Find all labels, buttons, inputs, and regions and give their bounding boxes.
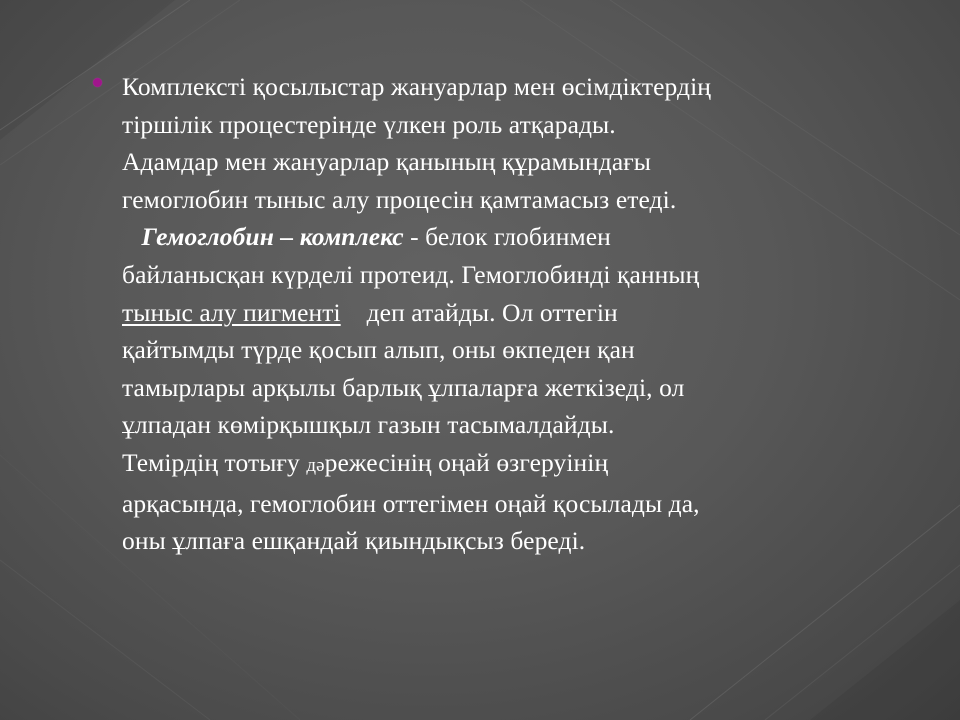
text-line-3: Адамдар мен жануарлар қанының құрамындағы bbox=[122, 147, 652, 177]
text-line-9: тамырлары арқылы барлық ұлпаларға жеткізеді, ол bbox=[122, 372, 685, 402]
text-line-11-b: режесінің оңай өзгеруінің bbox=[324, 447, 609, 477]
text-line-12: арқасында, гемоглобин оттегімен оңай қосылады да, bbox=[122, 488, 700, 518]
indent-space bbox=[122, 222, 141, 251]
slide-body bbox=[122, 68, 862, 560]
text-line-11-small: дә bbox=[306, 454, 325, 476]
text-line-7 bbox=[122, 294, 862, 332]
text-line-5 bbox=[122, 218, 862, 256]
text-line-6: байланысқан күрделі протеид. Гемоглобинді қанның bbox=[122, 259, 700, 289]
dot-bullet-icon bbox=[93, 78, 102, 87]
text-line-8: қайтымды түрде қосып алып, оны өкпеден қан bbox=[122, 335, 635, 365]
text-line-13: оны ұлпаға ешқандай қиындықсыз береді. bbox=[122, 526, 586, 556]
text-line-2: тіршілік процестерінде үлкен роль атқарады. bbox=[122, 109, 616, 139]
text-line-11 bbox=[122, 444, 862, 485]
text-line-10: ұлпадан көмірқышқыл газын тасымалдайды. bbox=[122, 410, 615, 440]
text-line-7-rest: деп атайды. Ол оттегін bbox=[340, 297, 618, 327]
term-respiratory-pigment: тыныс алу пигменті bbox=[122, 297, 341, 327]
text-line-11-a: Темірдің тотығу bbox=[122, 447, 307, 477]
text-line-1: Комплексті қосылыстар жануарлар мен өсімдіктердің bbox=[122, 72, 712, 101]
term-hemoglobin-complex: Гемоглобин – комплекс bbox=[141, 222, 404, 252]
body-paragraph bbox=[122, 68, 862, 560]
text-line-5-rest: - белок глобинмен bbox=[403, 222, 611, 252]
text-line-4: гемоглобин тыныс алу процесін қамтамасыз етеді. bbox=[122, 184, 677, 214]
